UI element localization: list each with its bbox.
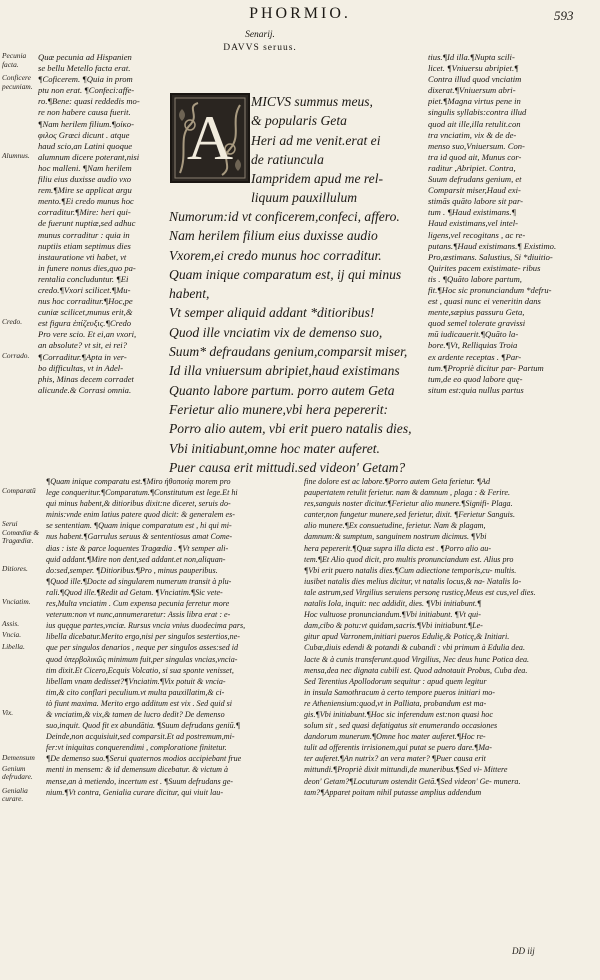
commentary-line: Deinde,non acquisiuit,sed comparsit.Et ad postremum,mi- xyxy=(46,732,235,742)
verse-line: Suum* defraudans genium,comparsit miser, xyxy=(169,344,408,360)
commentary-line: piet.¶Magna virtus pene in xyxy=(428,96,521,107)
commentary-line: que per singulos denarios , neque per singulos asses:sed id xyxy=(46,643,238,653)
margin-note: Ditiores. xyxy=(2,563,28,573)
commentary-line: damnum:& sumptum, sanguinem nostrum dicimus. ¶Vbi xyxy=(304,532,487,542)
verse-line: liquum pauxillulum xyxy=(251,190,358,206)
commentary-line: tum,de eo quod labore quę- xyxy=(428,373,523,384)
commentary-line: rem.¶Mire se applicat argu xyxy=(38,185,132,196)
commentary-line: ¶Quod ille.¶Docte ad singularem numerum transit à plu- xyxy=(46,576,232,586)
commentary-line: deon' Getam?¶Locuturum ostendit Getā.¶Sed videon' Ge- munera. xyxy=(304,776,521,786)
margin-note: Vix. xyxy=(2,708,14,718)
left-commentary-column xyxy=(38,52,164,396)
commentary-line: tra id quod ait, Munus cor- xyxy=(428,151,522,162)
commentary-line: bo difficultas, vt in Adel- xyxy=(38,362,124,373)
commentary-line: tulit ad offerentis irrisionem,qui putat se puero dare.¶Ma- xyxy=(304,743,492,753)
commentary-line: ¶Corraditur.¶Apta in ver- xyxy=(38,351,127,362)
commentary-line: filiu eius duxisse audio vxo xyxy=(38,174,132,185)
commentary-line: φιλος Græci dicunt . atque xyxy=(38,129,130,140)
commentary-line: credo.¶Vxori scilicet.¶Mu- xyxy=(38,284,131,295)
commentary-line: ex ardente receptas . ¶Par- xyxy=(428,351,522,362)
commentary-line: ¶Nam herilem filium.¶οἰκο- xyxy=(38,118,134,129)
commentary-line: alicunde.& Corrasi omnia. xyxy=(38,384,132,395)
commentary-line: veterum:non vt nunc,annumeraretur: Assis libra erat : e- xyxy=(46,610,231,620)
commentary-line: alio munere.¶Ex consuetudine, ferietur. Nam & plagam, xyxy=(304,521,486,531)
commentary-line: fit.¶Hoc sic pronunciandum *defru- xyxy=(428,284,552,295)
commentary-line: quod ὑπερβολικῶς minimum fuit,per singulas vncias,vncia- xyxy=(46,654,238,664)
margin-note: Conficere pecuniam. xyxy=(2,73,33,91)
commentary-line: corraditur.¶Mire: heri qui- xyxy=(38,207,131,218)
commentary-line: raditur ,Abripiet. Contra, xyxy=(428,162,516,173)
commentary-line: gis.¶Vbi initiabunt.¶Hoc sic inferendum est:non quasi hoc xyxy=(304,709,493,719)
commentary-line: bore.¶Vt, Relliquias Troia xyxy=(428,340,518,351)
verse-line: Quod ille vnciatim vix de demenso suo, xyxy=(169,324,383,340)
verse-line: Nam herilem filium eius duxisse audio xyxy=(169,228,378,244)
lower-left-commentary xyxy=(46,476,298,798)
commentary-line: ¶Quam inique comparatu est.¶Miro ἠθοποιίᾳ morem pro xyxy=(46,477,231,486)
commentary-line: quid addant.¶Mire non dent,sed addant.et non,aliquan- xyxy=(46,554,226,564)
commentary-line: paupertatem retulit ferietur. nam & damnum , plaga : & Ferire. xyxy=(304,488,510,498)
commentary-line: solum sit , sed quasi defatigatus sit enumerando occasiones xyxy=(304,721,498,731)
margin-note: Alumnus. xyxy=(2,150,30,160)
commentary-line: nus habent.¶Garrulus seruus & sententiosus amat Come- xyxy=(46,532,233,542)
commentary-line: de fuerunt nuptiæ,sed adhuc xyxy=(38,218,136,229)
commentary-line: tò fiunt maxima. Merito ergo additum est vix . Sed quid si xyxy=(46,698,233,708)
commentary-line: Suum defrudans genium, et xyxy=(428,174,522,185)
commentary-line: tale astrum,sed Virgilius seruiens personę rusticę,Meus est cus,vel dies. xyxy=(304,587,536,597)
commentary-line: in insula Samothracum à certo tempore pueros initiari mo- xyxy=(304,687,495,697)
commentary-line: Contra illud quod vnciatim xyxy=(428,74,522,85)
commentary-line: menso suo,Vniuersum. Con- xyxy=(428,140,525,151)
page-title: PHORMIO. xyxy=(249,5,351,22)
margin-note: Demensum xyxy=(2,752,35,762)
commentary-line: se sententiam. ¶Quam inique comparatum est , hi qui mi- xyxy=(46,521,232,531)
verse-line: Puer causa erit mittudi.sed videon' Getam? xyxy=(169,459,406,475)
commentary-line: ¶Coficerem. ¶Quia in prom xyxy=(38,74,133,85)
commentary-line: rali.¶Quod ille.¶Redit ad Getam. ¶Vnciatim.¶Sic vete- xyxy=(46,587,223,597)
commentary-line: tius.¶Id illa.¶Nupta scili- xyxy=(428,52,515,62)
commentary-line: lege conqueritur.¶Comparatum.¶Constitutum est lege.Et hi xyxy=(46,488,238,498)
commentary-line: canter,non fungetur munere,sed ferietur, dixit. ¶Ferietur Sanguis. xyxy=(304,510,515,520)
commentary-line: est , quasi nunc ei veneritin dans xyxy=(428,296,541,307)
speaker-heading: DAVVS seruus. xyxy=(223,43,297,53)
commentary-line: Comparsit miser,Haud exi- xyxy=(428,185,521,196)
verse-line: MICVS summus meus, xyxy=(251,94,373,109)
margin-note: Genium defrudare. xyxy=(2,763,33,782)
verse-opening xyxy=(251,92,383,208)
verse-line: Ferietur alio munere,vbi hera pepererit: xyxy=(169,401,389,417)
commentary-line: ter auferet.¶An nutrix? an vera mater? ¶Puer causa erit xyxy=(304,754,486,764)
commentary-line: situm est:quia nullus partus xyxy=(428,384,524,395)
margin-note: Vncia. xyxy=(2,630,22,640)
commentary-line: tis . ¶Quāto labore partum, xyxy=(428,273,522,284)
commentary-line: mento.¶Ei credo munus hoc xyxy=(38,196,134,207)
commentary-line: mittundi.¶Propriè dixit mittundi,de muneribus.¶Sed vi- Mittere xyxy=(304,765,508,775)
commentary-line: re non habere causa fuerit. xyxy=(38,107,131,118)
commentary-line: est figura ἐπίζευξις.¶Credo xyxy=(38,318,132,329)
commentary-line: mense,an à metiendo, incertum est . ¶Suum defrudans ge- xyxy=(46,776,233,786)
verse-line: Porro alio autem, vbi erit puero natalis dies, xyxy=(169,421,412,437)
commentary-line: libellam vnam dedisset?¶Vnciatim.¶Vix potuit & vncia- xyxy=(46,676,226,686)
verse-line: Vt semper aliquid addant *ditioribus! xyxy=(169,305,375,321)
commentary-line: iusibet natalis dies melius dicitur, vt natalis locus,& na- Natalis lo- xyxy=(304,576,522,586)
commentary-line: natalis Iola, inquit: nec addidit, dies. ¶Vbi initiabunt.¶ xyxy=(304,599,482,609)
commentary-line: do:sed,semper. ¶Ditioribus.¶Pro , minus pauperibus. xyxy=(46,565,218,575)
commentary-line: res,sanguis noster dicitur.¶Ferietur alio munere.¶Signifi- Plaga. xyxy=(304,499,513,509)
commentary-line: alumnum dicere poterant,nisi xyxy=(38,151,140,162)
commentary-line: hoc malleni. ¶Nam herilem xyxy=(38,162,132,173)
ornamental-initial-icon xyxy=(170,93,250,183)
commentary-line: an absolute? vt sit, ei rei? xyxy=(38,340,127,351)
commentary-line: Pro vere scio. Et ei,an vxori, xyxy=(38,329,137,340)
commentary-line: singulis syllabis:contra illud xyxy=(428,107,527,118)
verse-line: Quam inique comparatum est, ij qui minus xyxy=(169,266,402,282)
commentary-line: fer:vt iniquitas conquerendimi , comploratione finitetur. xyxy=(46,743,227,753)
commentary-line: suo,inquit. Quod fit ex abundātia. ¶Suum defrudans geniū.¶ xyxy=(46,721,240,731)
page-number: 593 xyxy=(554,8,574,23)
verse-line: Heri ad me venit.erat ei xyxy=(251,132,381,148)
commentary-line: Pro,æstimans. Salustius, Si *diuitio- xyxy=(428,251,553,262)
margin-note: Vnciatim. xyxy=(2,597,31,607)
signature-mark: DD iij xyxy=(512,946,535,956)
commentary-line: se bellu Metello facta erat. xyxy=(38,63,131,74)
commentary-line: Cubæ,diuis edendi & potandi & cubandi : vbi primum à Edulia dea. xyxy=(304,643,525,653)
commentary-line: re Atheniensium:quod,vt in Palliata, probandum est ma- xyxy=(304,698,487,708)
verse-line: Iampridem apud me rel- xyxy=(251,171,384,187)
commentary-line: ligens,vel recogitans , ac re- xyxy=(428,229,526,240)
commentary-line: lacte & à cunis transferunt.quod Virgilius, Nec deus hunc Potica dea. xyxy=(304,654,530,664)
commentary-line: ptu non erat. ¶Confeci:affe- xyxy=(38,85,135,96)
verse-line: Numorum:id vt conficerem,confeci, affero. xyxy=(169,209,400,224)
commentary-line: in funere nonus dies,quo pa- xyxy=(38,262,136,273)
commentary-line: menti in mensem: & id demensum dicebatur. & victum à xyxy=(46,765,229,775)
verse-line: de ratiuncula xyxy=(251,151,324,167)
margin-note: Comparatū xyxy=(2,486,36,496)
commentary-line: tam?¶Apparet poitam nihil putasse amplius addendum xyxy=(304,787,482,797)
verse-body xyxy=(169,207,412,477)
commentary-line: nium.¶Vt contra, Genialia curare dicitur, qui viuit lau- xyxy=(46,787,224,797)
commentary-line: tim,& cito conflari peculium.vt multa pauxillatim,& ci- xyxy=(46,687,225,697)
margin-note: Serui Comœdiæ & Tragœdiæ. xyxy=(2,519,40,546)
verse-line: Vbi initiabunt,omne hoc mater auferet. xyxy=(169,440,380,456)
commentary-line: qui minus habent,& ditioribus dixit:ne diceret, seruis do- xyxy=(46,499,231,509)
verse-line: Vxorem,ei credo munus hoc corraditur. xyxy=(169,247,382,263)
commentary-line: Quæ pecunia ad Hispanien xyxy=(38,52,132,62)
margin-note: Credo. xyxy=(2,317,23,327)
margin-note: Assis. xyxy=(2,619,20,629)
commentary-line: tra vnciatim, vix & de de- xyxy=(428,129,517,140)
commentary-line: mū iudicauerit.¶Quāto la- xyxy=(428,329,519,340)
commentary-line: & vnciatim,& vix,& tamen de lucro dedit? De demenso xyxy=(46,709,225,719)
commentary-line: rentalia concluduntur. ¶Ei xyxy=(38,273,129,284)
commentary-line: tim dixit.Et Cicero,Ecquis Volcatio, si sua sponte venisset, xyxy=(46,665,234,675)
commentary-line: libella dicebatur.Merito ergo,nisi per singulos sestertios,ne- xyxy=(46,632,240,642)
verse-line: & popularis Geta xyxy=(251,113,347,129)
commentary-line: dam,cibo & potu:vt quidam,sacris.¶Vbi initiabunt.¶Le- xyxy=(304,621,483,631)
commentary-line: fine dolore est ac labore.¶Porro autem Geta ferietur. ¶Ad xyxy=(304,477,491,486)
commentary-line: licet. ¶Vniuersu abripiet.¶ xyxy=(428,63,519,74)
commentary-line: ¶Vbi erit puero natalis dies.¶Cum adiectione temporis,cu- multis. xyxy=(304,565,517,575)
commentary-line: Quirites pacem existimate- ribus xyxy=(428,262,541,273)
scene-heading: Senarij. xyxy=(245,30,275,40)
commentary-line: tum.¶Propriè dicitur par- Partum xyxy=(428,362,544,373)
commentary-line: mensa,dea nec dignata cubili est. Quod adnotauit Probus, Cuba dea. xyxy=(304,665,528,675)
margin-note: Libella. xyxy=(2,641,25,651)
margin-note: Genialia curare. xyxy=(2,785,28,804)
commentary-line: putans.¶Haud existimans.¶ Existimo. xyxy=(428,240,557,251)
commentary-line: dixerat.¶Vniuersum abri- xyxy=(428,85,516,96)
commentary-line: gitur apud Varronem,initiari pueros Edulię,& Poticę,& Initiari. xyxy=(304,632,510,642)
commentary-line: tum . ¶Haud existimans.¶ xyxy=(428,207,516,218)
commentary-line: ¶De demenso suo.¶Serui quaternos modios accipiebant frue xyxy=(46,754,242,764)
commentary-line: res,Multa vnciatim . Cum expensa pecunia ferretur more xyxy=(46,599,230,609)
commentary-line: munus corraditur : quia in xyxy=(38,229,130,240)
commentary-line: stimās quāto labore sit par- xyxy=(428,196,524,207)
commentary-line: phis, Minas decem corradet xyxy=(38,373,134,384)
right-commentary-column xyxy=(428,52,598,396)
commentary-line: quod ait ille,illa retulit.con xyxy=(428,118,521,129)
initial-letter: A xyxy=(186,102,234,173)
commentary-line: quod semel tolerate gravissi xyxy=(428,318,526,329)
commentary-line: mente,sæpius passuru Geta, xyxy=(428,307,525,318)
commentary-line: tem.¶Et Alio quod dicit, pro multis pronunciandum est. Alius pro xyxy=(304,554,514,564)
margin-note: Pecunia facta. xyxy=(2,51,27,69)
commentary-line: Hoc vultuose pronunciandum.¶Vbi initiabunt. ¶Vt qui- xyxy=(304,610,481,620)
commentary-line: instauratione vti habet, vt xyxy=(38,251,127,262)
commentary-line: hera pepererit.¶Quæ supra illa dicta est . ¶Porro alio au- xyxy=(304,543,492,553)
commentary-line: dandorum munerum.¶Omne hoc mater auferet.¶Hoc re- xyxy=(304,732,486,742)
verse-line: Id illa vniuersum abripiet,haud existimans xyxy=(169,363,400,379)
commentary-line: Haud existimans,vel intel- xyxy=(428,218,518,229)
verse-line: Quanto labore partum. porro autem Geta xyxy=(169,382,395,398)
lower-right-commentary xyxy=(304,476,598,798)
commentary-line: nuptiis etiam septimus dies xyxy=(38,240,131,251)
commentary-line: nus hoc corraditur.¶Hoc,pe xyxy=(38,296,133,307)
margin-note: Corrado. xyxy=(2,350,30,360)
commentary-line: haud scio,an Latini quoque xyxy=(38,140,133,151)
commentary-line: Sed Terentius Apollodorum sequitur : apud quem legitur xyxy=(304,676,487,686)
verse-line: habent, xyxy=(169,286,210,302)
commentary-line: dias : iste & parce loquentes Tragœdia . ¶Vt semper ali- xyxy=(46,543,229,553)
commentary-line: minis:vnde enim latius patere quod dicit: & generalem es- xyxy=(46,510,235,520)
commentary-line: cuniæ scilicet,munus erit,& xyxy=(38,307,133,318)
commentary-line: ro.¶Bene: quasi reddedis mo- xyxy=(38,96,140,107)
commentary-line: ius quęque partes,vnciæ. Rursus vncia vnius duodecima pars, xyxy=(46,621,246,631)
